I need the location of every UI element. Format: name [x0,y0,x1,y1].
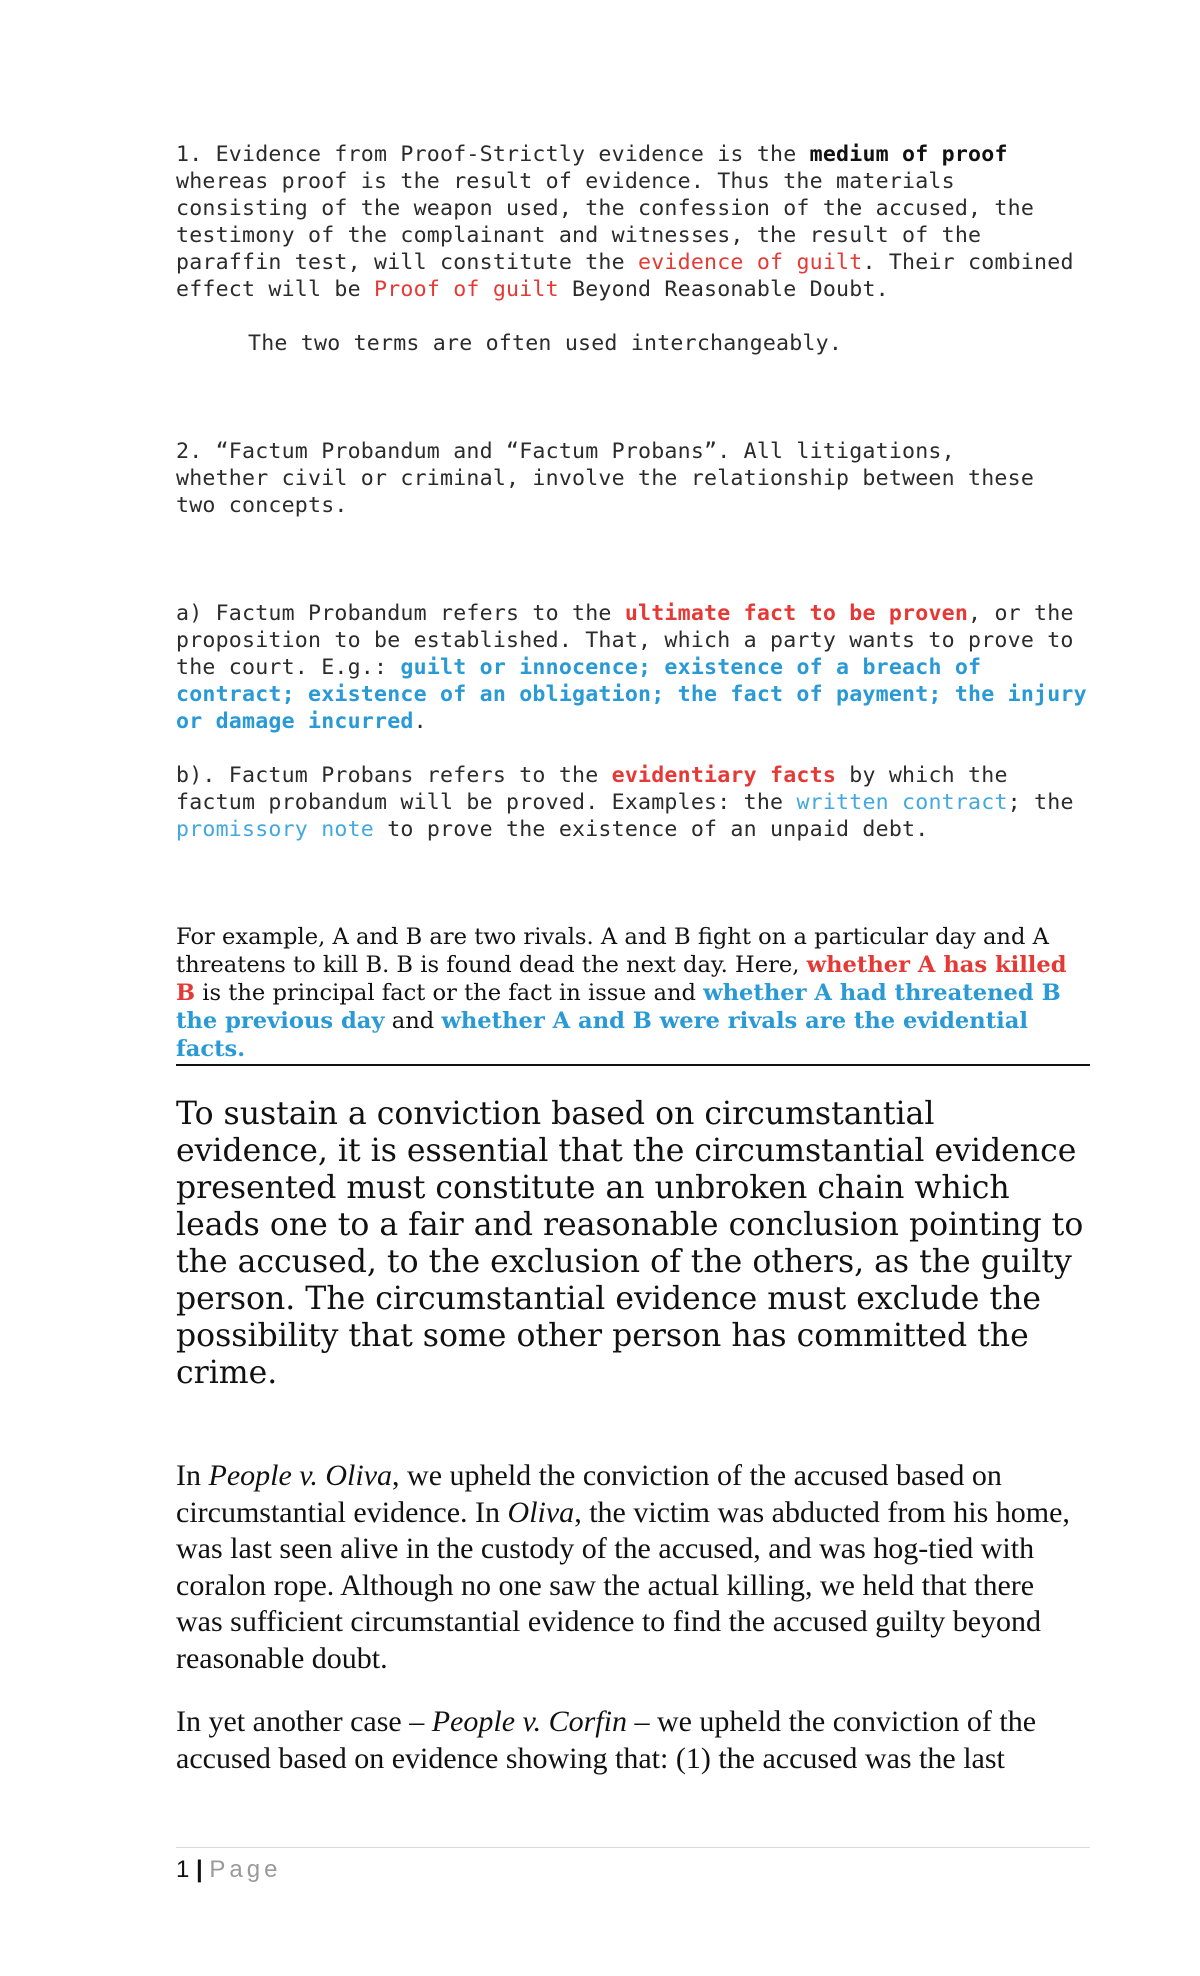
highlight-evidential-fact-threat: whether A had threatened B the previous day [176,980,1061,1034]
case-name-people-v-corfin: People v. Corfin [431,1705,627,1738]
highlight-evidence-of-guilt: evidence of guilt [638,250,863,275]
paragraph-rivals-example [176,923,1092,1063]
text-run: For example, A and B are two rivals. A and B fight on a particular day and A threatens to kill B. B is found dead the next day. Here, [176,924,1049,978]
text-run: – we upheld the conviction of the accused based on evidence showing that: (1) the accused was the last [176,1705,1037,1775]
case-name-oliva: Oliva [507,1495,575,1529]
paragraph-people-v-corfin [176,1704,1076,1777]
text-run: b). Factum Probans refers to the [176,763,612,788]
highlight-ultimate-fact: ultimate fact to be proven [624,601,969,626]
text-run: to prove the existence of an unpaid debt. [374,817,929,842]
text-run: , or the proposition to be established. That, which a party wants to prove to the court. E.g.: [176,601,1074,680]
highlight-written-contract: written contract [796,790,1008,815]
text-run: Beyond Reasonable Doubt. [558,277,889,302]
footer-separator: | [196,1856,203,1883]
text-run: , the victim was abducted from his home, was last seen alive in the custody of the accused, and was hog-tied with coralon rope. Although no one saw the actual killing, we held that there was sufficient circumstantial evidence to find the accused guilty beyond reasonable doubt. [176,1495,1070,1675]
text-run: whereas proof is the result of evidence. Thus the materials consisting of the weapon used, the confession of the accused, the testimony of the complainant and witnesses, the result of the paraffin test, will constitute the [176,169,1035,275]
footer-divider [176,1847,1090,1848]
text-run: a) Factum Probandum refers to the [176,601,625,626]
emphasis-medium-of-proof: medium of proof [809,142,1008,167]
footer-page-label: Page [209,1856,282,1883]
text-run: . Their combined effect will be [176,250,1074,302]
paragraph-evidence-from-proof [176,141,1088,303]
case-name-people-v-oliva: People v. Oliva [208,1459,393,1492]
highlight-evidential-fact-rivals: whether A and B were rivals are the evidential facts. [176,1008,1028,1062]
text-run: by which the factum probandum will be proved. Examples: the [176,763,1008,815]
section-divider [176,1064,1090,1066]
text-run: 1. Evidence from Proof-Strictly evidence is the [176,142,810,167]
text-run: , we upheld the conviction of the accused based on circumstantial evidence. In [176,1459,1002,1529]
paragraph-interchangeable-note: The two terms are often used interchangeably. [248,331,843,356]
paragraph-circumstantial-evidence: To sustain a conviction based on circumstantial evidence, it is essential that the circumstantial evidence presented must constitute an unbroken chain which leads one to a fair and reasonable conclusion pointing to the accused, to the exclusion of the others, as the guilty person. The circumstantial evidence must exclude the possibility that some other person has committed the crime. [176,1096,1084,1391]
paragraph-people-v-oliva [176,1458,1076,1677]
highlight-examples-probandum: guilt or innocence; existence of a breach of contract; existence of an obligation; the fact of payment; the injury or damage incurred [176,655,1087,734]
page-footer [176,1856,281,1884]
text-run: . [413,709,427,734]
paragraph-factum-intro: 2. “Factum Probandum and “Factum Probans”. All litigations, whether civil or criminal, involve the relationship between these two concepts. [176,439,1035,518]
paragraph-factum-probandum [176,600,1088,735]
highlight-evidentiary-facts: evidentiary facts [611,763,837,788]
text-run: ; the [1007,790,1074,815]
highlight-principal-fact: whether A has killed B [176,952,1067,1006]
page-number: 1 [176,1856,190,1883]
text-run: is the principal fact or the fact in issue and [195,980,704,1006]
text-run: In yet another case – [176,1705,432,1738]
text-run: In [176,1459,209,1492]
highlight-proof-of-guilt: Proof of guilt [374,277,559,302]
text-run: and [384,1008,442,1034]
paragraph-factum-probans [176,762,1088,843]
highlight-promissory-note: promissory note [176,817,375,842]
